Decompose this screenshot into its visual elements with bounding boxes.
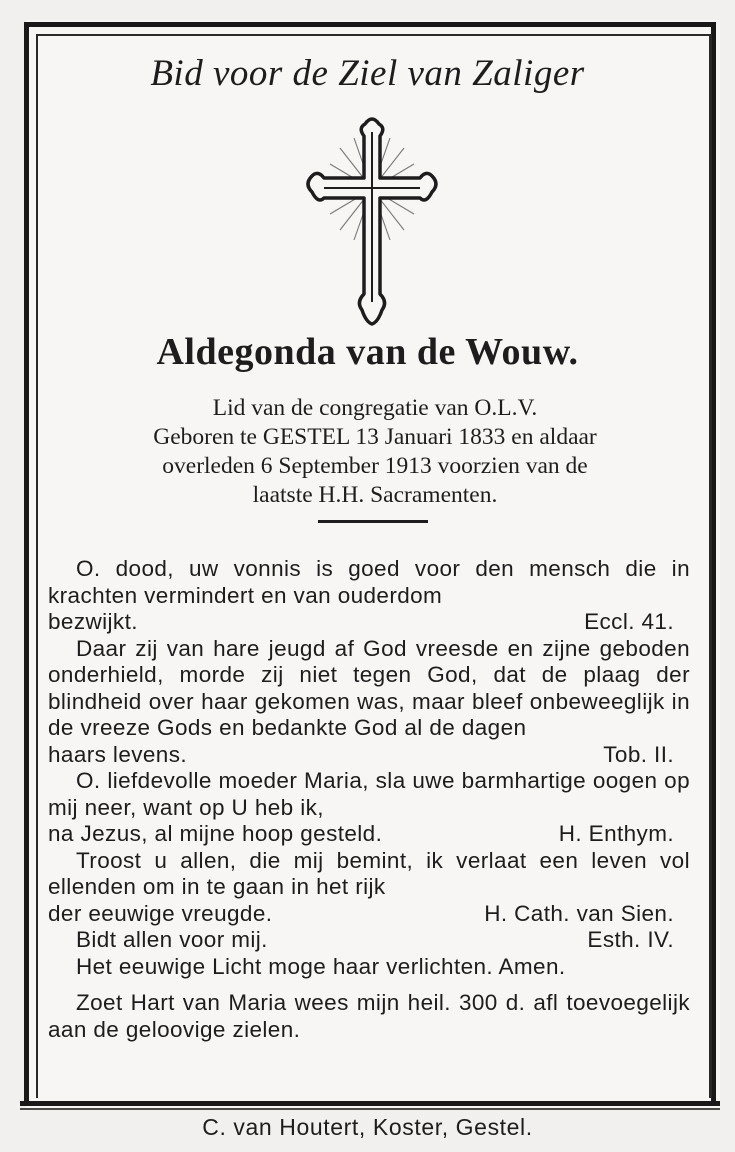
deceased-name: Aldegonda van de Wouw.: [156, 331, 579, 373]
verse-sien-text: Troost u allen, die mij bemint, ik verlaat een leven vol ellenden om in te gaan in het rijk: [48, 847, 690, 899]
verse-enthym-end: [48, 821, 690, 848]
verse-enthym-ref: H. Enthym.: [558, 821, 674, 846]
verse-enthym-last: na Jezus, al mijne hoop gesteld.: [48, 821, 383, 846]
verse-esth-ref: Esth. IV.: [587, 927, 674, 952]
verse-eccl-ref: Eccl. 41.: [584, 609, 674, 634]
indulgence-prayer: Zoet Hart van Maria wees mijn heil. 300 d. afl toevoegelijk aan de geloovige zielen.: [48, 990, 690, 1042]
cross-icon: [300, 112, 445, 327]
congregation-line: Lid van de congregatie van O.L.V.: [212, 395, 538, 421]
verse-eccl-last: bezwijkt.: [48, 609, 138, 634]
verse-tob-end: [48, 742, 690, 769]
verse-tob-last: haars levens.: [48, 741, 188, 767]
prayer-text: [48, 556, 690, 1043]
prayer-heading: Bid voor de Ziel van Zaliger: [150, 53, 585, 94]
verse-enthym-text: O. liefdevolle moeder Maria, sla uwe barmhartige oogen op mij neer, want op U heb ik,: [48, 768, 690, 820]
biographical-info: [50, 394, 700, 510]
verse-eccl-end: [48, 609, 690, 636]
verse-tob-ref: Tob. II.: [603, 741, 674, 767]
verse-sien-last: der eeuwige vreugde.: [48, 900, 273, 926]
verse-sien-ref: H. Cath. van Sien.: [484, 900, 674, 926]
verse-amen: Het eeuwige Licht moge haar verlichten. Amen.: [76, 953, 566, 979]
bottom-rule: [20, 1101, 720, 1106]
printer-credit: C. van Houtert, Koster, Gestel.: [202, 1114, 533, 1140]
verse-esth-text: Bidt allen voor mij.: [76, 927, 268, 952]
verse-eccl-text: O. dood, uw vonnis is goed voor den mensch die in krachten vermindert en van ouderdom: [48, 556, 690, 608]
verse-sien-end: [48, 901, 690, 928]
verse-esth: [48, 927, 690, 954]
sacraments-line: laatste H.H. Sacramenten.: [252, 482, 498, 508]
birth-line: Geboren te GESTEL 13 Januari 1833 en aldaar: [153, 424, 597, 450]
divider: [318, 520, 428, 523]
bottom-rule-thin: [20, 1108, 720, 1110]
verse-tob-text: Daar zij van hare jeugd af God vreesde en zijne geboden onderhield, morde zij niet tegen God, dat de plaag der blindheid over haar gekomen was, maar bleef onbeweeglijk in de vreeze Gods en bedankte God al de dagen: [48, 635, 690, 740]
death-line: overleden 6 September 1913 voorzien van de: [162, 453, 588, 479]
